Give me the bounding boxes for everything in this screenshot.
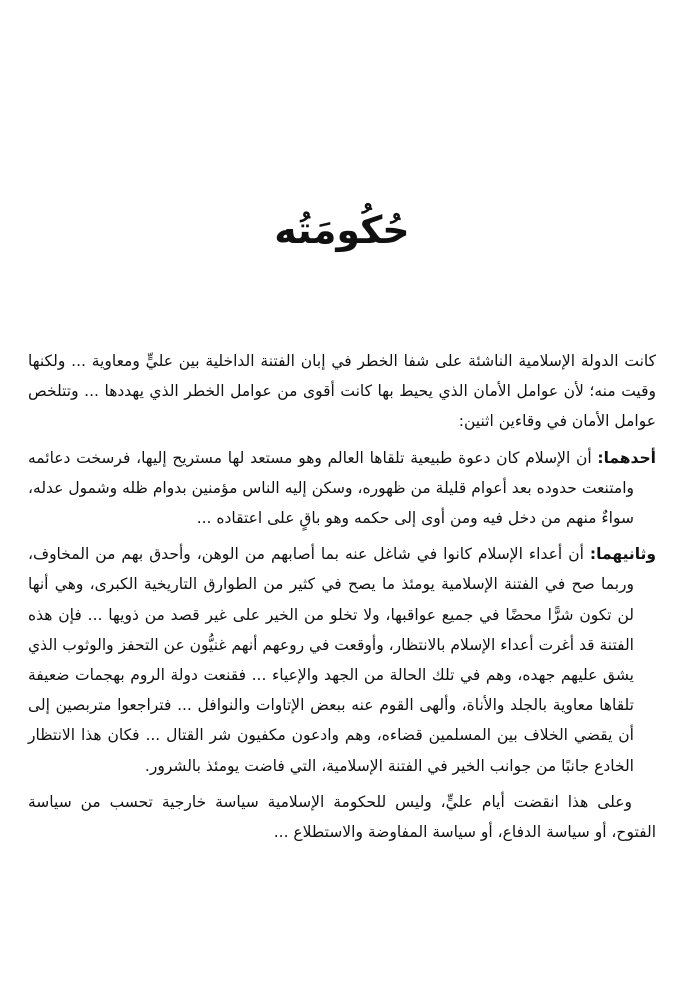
chapter-title: حُكُومَتُه xyxy=(274,208,410,252)
paragraph-first-safeguard xyxy=(28,443,656,534)
paragraph-text: وعلى هذا انقضت أيام عليٍّ، وليس للحكومة الإسلامية سياسة خارجية تحسب من سياسة الفتوح، أو سياسة الدفاع، أو سياسة المفاوضة والاستطلاع ... xyxy=(28,792,656,842)
paragraph-text: أن الإسلام كان دعوة طبيعية تلقاها العالم وهو مستعد لها مستريح إليها، فرسخت دعائمه وامتنعت حدوده بعد أعوام قليلة من ظهوره، وسكن إليه الناس مؤمنين بدوام ظله وشمول عدله، سواءٌ منهم من دخل فيه ومن أوى إلى حكمه وهو باقٍ على اعتقاده ... xyxy=(28,448,634,528)
paragraph-intro xyxy=(28,346,656,437)
paragraph-second-safeguard xyxy=(28,539,656,781)
chapter-body xyxy=(28,346,656,847)
paragraph-text: كانت الدولة الإسلامية الناشئة على شفا الخطر في إبان الفتنة الداخلية بين عليٍّ ومعاوية ... ولكنها وقيت منه؛ لأن عوامل الأمان الذي يحيط بها كانت أقوى من عوامل الخطر الذي يهددها ... وتتلخص عوامل الأمان في وقاءين اثنين: xyxy=(28,352,656,431)
paragraph-label: وثانيهما: xyxy=(589,545,656,564)
paragraph-label: أحدهما: xyxy=(597,448,656,467)
paragraph-conclusion xyxy=(28,787,656,847)
paragraph-text: أن أعداء الإسلام كانوا في شاغل عنه بما أصابهم من الوهن، وأحدق بهم من المخاوف، وربما صح في الفتنة الإسلامية يومئذ ما يصح في كثير من الطوارق التاريخية الكبرى، وهي أنها لن تكون شرًّا محضًا في جميع عواقبها، ولا تخلو من الخير على غير قصد من ذويها ... فإن هذه الفتنة قد أغرت أعداء الإسلام بالانتظار، وأوقعت في روعهم أنهم غنيُّون عن التحفز والوثوب الذي يشق عليهم جهده، وهم في تلك الحالة من الجهد والإعياء ... فقنعت دولة الروم بهجمات ضعيفة تلقاها معاوية بالجلد والأناة، وألهى القوم عنه ببعض الإتاوات والنوافل ... فتراجعوا متربصين إلى أن يقضي الخلاف بين المسلمين قضاءه، وهم وادعون مكفيون شر القتال ... فكان هذا الانتظار الخادع جانبًا من جوانب الخير في الفتنة الإسلامية، التي فاضت يومئذ بالشرور. xyxy=(28,545,634,775)
